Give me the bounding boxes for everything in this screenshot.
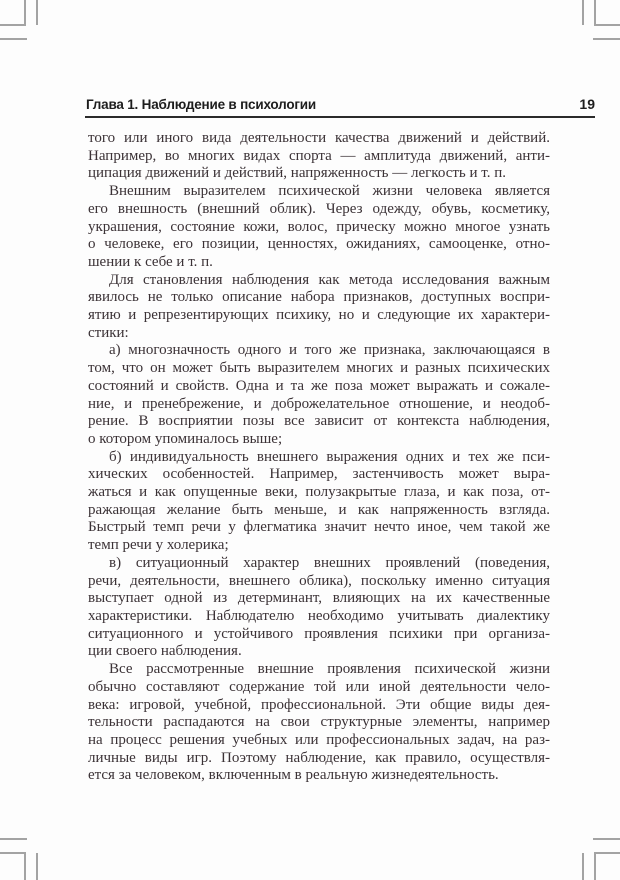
crop-mark-top-left (24, 0, 26, 25)
running-header (86, 96, 595, 112)
text-line: темп речи у холерика; (88, 537, 229, 554)
crop-mark-bottom-left (36, 853, 38, 880)
text-line: Все рассмотренные внешние проявления психической жизни (109, 661, 550, 678)
text-line: украшения, состояние кожи, волос, прическу можно многое узнать (88, 218, 550, 235)
paragraph (88, 272, 550, 343)
text-line: явилось не только описание набора признаков, доступных воспри- (88, 289, 550, 306)
text-line: ятию и репрезентирующих психику, но и следующие их характери- (88, 307, 550, 324)
text-line: ние, и пренебрежение, и доброжелательное отношение, и неодоб- (88, 395, 550, 412)
crop-mark-top-right (582, 0, 584, 25)
text-line: на процесс решения учебных или профессиональных задач, на раз- (88, 731, 550, 748)
text-line: шении к себе и т. п. (88, 253, 213, 270)
text-line: о человеке, его позиции, ценностях, ожиданиях, самооценке, отно- (88, 236, 550, 253)
crop-mark-top-left (0, 24, 26, 26)
text-line: личные виды игр. Поэтому наблюдение, как правило, осуществля- (88, 749, 550, 766)
text-line: Быстрый темп речи у флегматика значит нечто иное, чем такой же (88, 519, 550, 536)
paragraph (88, 183, 550, 272)
crop-mark-bottom-right (582, 853, 584, 880)
text-line: ситуационного и устойчивого проявления психики при организа- (88, 625, 550, 642)
body-text-column (88, 130, 550, 785)
text-line: стики: (88, 324, 129, 341)
crop-mark-top-left (0, 38, 27, 40)
crop-mark-bottom-right (594, 853, 596, 880)
text-line: века: игровой, учебной, профессиональной. Эти общие виды дея- (88, 696, 550, 713)
text-line: обычно составляют содержание той или иной деятельности чело- (88, 678, 550, 695)
text-line: в) ситуационный характер внешних проявлений (поведения, (109, 554, 550, 571)
paragraph (88, 661, 550, 785)
crop-mark-top-right (594, 0, 596, 25)
paragraph (88, 130, 550, 183)
crop-mark-top-right (593, 38, 620, 40)
crop-mark-bottom-left (24, 853, 26, 880)
text-line: жаться и как опущенные веки, полузакрытые глаза, и как поза, от- (88, 484, 550, 501)
text-line: том, что он может быть выразителем многих и разных психических (88, 360, 550, 377)
text-line: ражающая желание быть меньше, и как напряженность взгляда. (88, 501, 550, 518)
crop-mark-bottom-right (593, 838, 620, 840)
crop-mark-bottom-left (0, 838, 27, 840)
text-line: Внешним выразителем психической жизни человека является (109, 183, 550, 200)
chapter-title: Глава 1. Наблюдение в психологии (86, 97, 316, 112)
text-line: выступает одной из детерминант, влияющих на их качественные (88, 590, 550, 607)
page-number: 19 (579, 96, 595, 112)
crop-mark-bottom-right (594, 852, 620, 854)
header-rule (85, 116, 595, 118)
crop-mark-top-right (594, 24, 620, 26)
text-line: состояний и свойств. Одна и та же поза может выражать и сожале- (88, 377, 550, 394)
crop-mark-bottom-left (0, 852, 26, 854)
text-line: характеристики. Наблюдателю необходимо учитывать диалектику (88, 607, 550, 624)
paragraph (88, 342, 550, 448)
text-line: Например, во многих видах спорта — амплитуда движений, анти- (88, 147, 550, 164)
text-line: ципация движений и действий, напряженность — легкость и т. п. (88, 165, 506, 182)
text-line: а) многозначность одного и того же признака, заключающаяся в (109, 342, 550, 359)
text-line: речи, деятельности, внешнего облика), поскольку именно ситуация (88, 572, 550, 589)
text-line: тельности распадаются на свои структурные элементы, например (88, 714, 550, 731)
text-line: о котором упоминалось выше; (88, 430, 283, 447)
text-line: ется за человеком, включенным в реальную жизнедеятельность. (88, 767, 499, 784)
text-line: б) индивидуальность внешнего выражения одних и тех же пси- (109, 448, 550, 465)
crop-mark-top-left (36, 0, 38, 25)
text-line: его внешность (внешний облик). Через одежду, обувь, косметику, (88, 200, 550, 217)
text-line: рение. В восприятии позы все зависит от контекста наблюдения, (88, 413, 550, 430)
paragraph (88, 449, 550, 555)
text-line: хических особенностей. Например, застенчивость может выра- (88, 466, 550, 483)
text-line: ции своего наблюдения. (88, 643, 242, 660)
text-line: Для становления наблюдения как метода исследования важным (109, 271, 550, 288)
text-line: того или иного вида деятельности качества движений и действий. (88, 130, 550, 146)
paragraph (88, 555, 550, 661)
